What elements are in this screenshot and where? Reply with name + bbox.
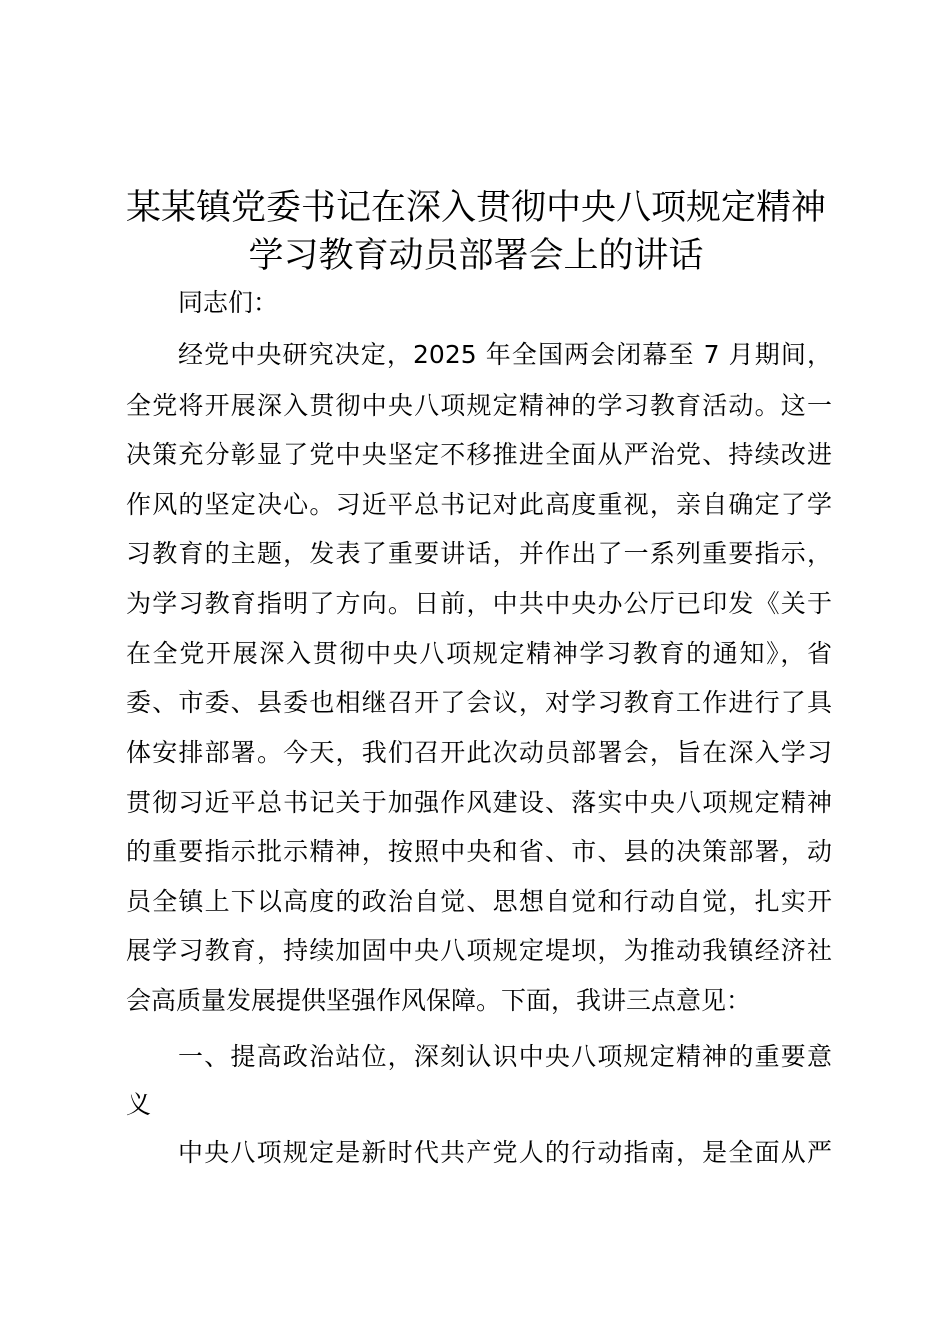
section-heading-line: 一、提高政治站位，深刻认识中央八项规定精神的重要意 bbox=[178, 1042, 832, 1071]
paragraph-1-line: 体安排部署。今天，我们召开此次动员部署会，旨在深入学习 bbox=[126, 738, 832, 767]
paragraph-1-line: 全党将开展深入贯彻中央八项规定精神的学习教育活动。这一 bbox=[126, 391, 832, 420]
paragraph-1-line: 会高质量发展提供坚强作风保障。下面，我讲三点意见： bbox=[126, 986, 752, 1015]
paragraph-1-line: 习教育的主题，发表了重要讲话，并作出了一系列重要指示， bbox=[126, 539, 832, 568]
paragraph-1-line: 的重要指示批示精神，按照中央和省、市、县的决策部署，动 bbox=[126, 837, 832, 866]
paragraph-1-line: 经党中央研究决定，2025 年全国两会闭幕至 7 月期间， bbox=[178, 340, 832, 369]
salutation: 同志们： bbox=[178, 288, 279, 317]
paragraph-1-line: 员全镇上下以高度的政治自觉、思想自觉和行动自觉，扎实开 bbox=[126, 887, 832, 916]
paragraph-1-line: 为学习教育指明了方向。日前，中共中央办公厅已印发《关于 bbox=[126, 589, 832, 618]
paragraph-1-line: 作风的坚定决心。习近平总书记对此高度重视，亲自确定了学 bbox=[126, 490, 832, 519]
document-title-line-2: 学习教育动员部署会上的讲话 bbox=[248, 236, 704, 276]
paragraph-1-line: 在全党开展深入贯彻中央八项规定精神学习教育的通知》，省 bbox=[126, 639, 832, 668]
paragraph-1-line: 展学习教育，持续加固中央八项规定堤坝，为推动我镇经济社 bbox=[126, 936, 832, 965]
paragraph-2-line: 中央八项规定是新时代共产党人的行动指南，是全面从严 bbox=[178, 1138, 832, 1167]
paragraph-1-line: 决策充分彰显了党中央坚定不移推进全面从严治党、持续改进 bbox=[126, 440, 832, 469]
section-heading-line: 义 bbox=[126, 1090, 152, 1119]
paragraph-1-line: 委、市委、县委也相继召开了会议，对学习教育工作进行了具 bbox=[126, 688, 832, 717]
paragraph-1-line: 贯彻习近平总书记关于加强作风建设、落实中央八项规定精神 bbox=[126, 788, 832, 817]
document-title-line-1: 某某镇党委书记在深入贯彻中央八项规定精神 bbox=[125, 188, 826, 228]
